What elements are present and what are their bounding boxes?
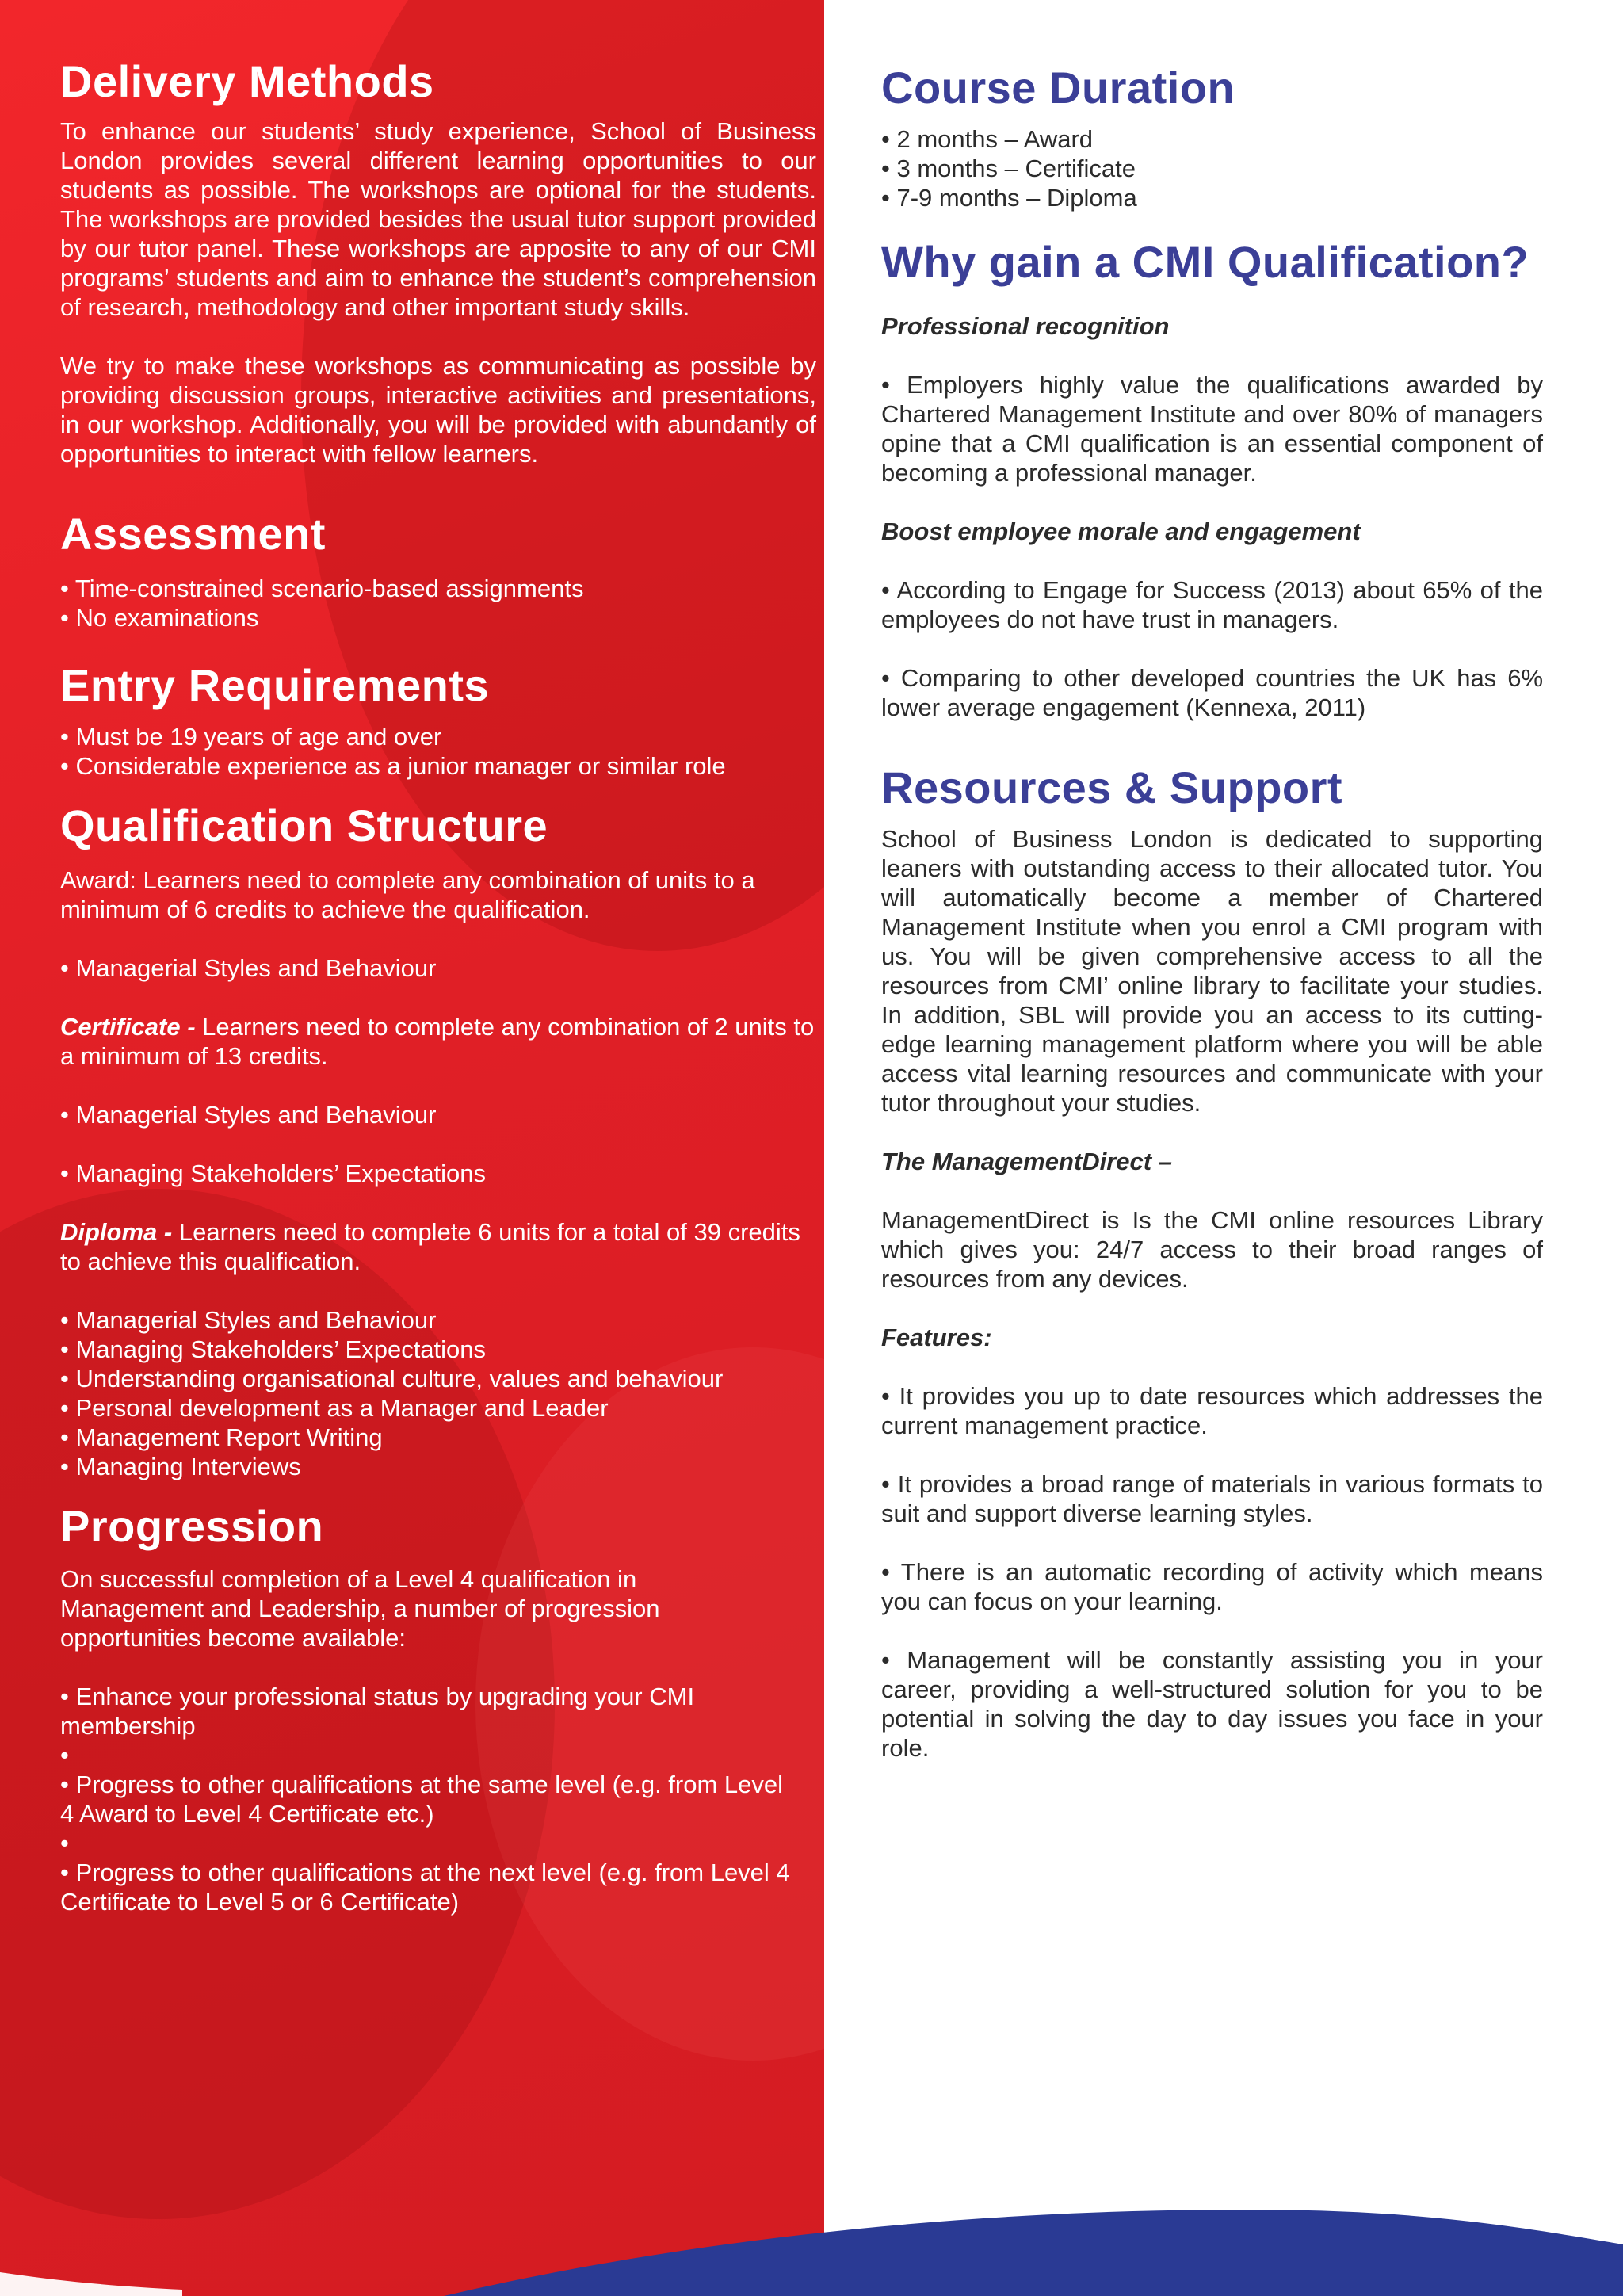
resources-support-heading: Resources & Support <box>881 762 1343 812</box>
certificate-label: Certificate - <box>60 1013 196 1041</box>
feature-bullet-1: • It provides you up to date resources which addresses the current management practice. <box>881 1382 1543 1439</box>
progression-intro: On successful completion of a Level 4 qualification in Management and Leadership, a number of progression opportunities become available: <box>60 1565 660 1652</box>
certificate-units-list-1 <box>60 1100 816 1129</box>
course-duration-list <box>881 124 1543 212</box>
list-item: • Progress to other qualifications at the next level (e.g. from Level 4 Certificate to Level 5 or 6 Certificate) <box>60 1858 797 1916</box>
list-item: • 3 months – Certificate <box>881 154 1543 183</box>
list-item: • Personal development as a Manager and Leader <box>60 1393 816 1423</box>
list-item: • Enhance your professional status by upgrading your CMI membership <box>60 1682 797 1740</box>
list-item: • Managing Stakeholders’ Expectations <box>60 1335 816 1364</box>
certificate-description: Certificate - Learners need to complete any combination of 2 units to a minimum of 13 credits. <box>60 1013 815 1070</box>
why-bullet-3: • Comparing to other developed countries the UK has 6% lower average engagement (Kennexa, 2011) <box>881 664 1544 721</box>
assessment-heading: Assessment <box>60 509 326 559</box>
morale-engagement-subheading: Boost employee morale and engagement <box>881 518 1361 545</box>
features-subheading: Features: <box>881 1324 992 1351</box>
left-column <box>60 55 816 1916</box>
professional-recognition-subheading: Professional recognition <box>881 312 1170 340</box>
list-item: • Managing Interviews <box>60 1452 816 1481</box>
diploma-description: Diploma - Learners need to complete 6 units for a total of 39 credits to achieve this qualification. <box>60 1218 800 1275</box>
delivery-paragraph-2: We try to make these workshops as communicating as possible by providing discussion groups, interactive activities and presentations, in our workshop. Additionally, you will be provided with abundantly of opportunities to interact with fellow learners. <box>60 352 816 468</box>
resources-paragraph: School of Business London is dedicated to supporting leaners with outstanding access to their allocated tutor. You will automatically become a member of Chartered Management Institute when you enrol a CMI program with us. You will be given comprehensive access to all the resources from CMI’ online library to facilitate your studies. In addition, SBL will provide you an access to its cutting-edge learning management platform where you will be able access vital learning resources and communicate with your tutor throughout your studies. <box>881 825 1543 1117</box>
management-direct-subheading: The ManagementDirect – <box>881 1148 1172 1175</box>
list-item: • Must be 19 years of age and over <box>60 722 816 751</box>
delivery-methods-heading: Delivery Methods <box>60 56 434 106</box>
list-item: • Managing Stakeholders’ Expectations <box>60 1159 816 1188</box>
progression-list <box>60 1682 797 1916</box>
diploma-units-list <box>60 1305 816 1481</box>
list-item: • Time-constrained scenario-based assignments <box>60 574 816 603</box>
list-item: • 7-9 months – Diploma <box>881 183 1543 212</box>
course-duration-heading: Course Duration <box>881 63 1235 113</box>
entry-requirements-list <box>60 722 816 781</box>
entry-requirements-heading: Entry Requirements <box>60 660 490 710</box>
list-item: • Considerable experience as a junior manager or similar role <box>60 751 816 781</box>
certificate-units-list-2 <box>60 1159 816 1188</box>
why-cmi-heading: Why gain a CMI Qualification? <box>881 237 1529 287</box>
delivery-paragraph-1: To enhance our students’ study experience, School of Business London provides several different learning opportunities to our students as possible. The workshops are optional for the students. The workshops are provided besides the usual tutor support provided by our tutor panel. These workshops are apposite to any of our CMI programs’ students and aim to enhance the student’s comprehension of research, methodology and other important study skills. <box>60 117 816 321</box>
qualification-structure-heading: Qualification Structure <box>60 800 548 850</box>
list-item: • Managerial Styles and Behaviour <box>60 953 816 983</box>
list-item: • No examinations <box>60 603 816 632</box>
assessment-list <box>60 574 816 632</box>
award-units-list <box>60 953 816 983</box>
feature-bullet-3: • There is an automatic recording of activity which means you can focus on your learning. <box>881 1558 1543 1615</box>
diploma-label: Diploma - <box>60 1218 173 1246</box>
list-item: • 2 months – Award <box>881 124 1543 154</box>
list-item: • Managerial Styles and Behaviour <box>60 1305 816 1335</box>
feature-bullet-4: • Management will be constantly assisting you in your career, providing a well-structured solution for you to be potential in solving the day to day issues you face in your role. <box>881 1646 1543 1762</box>
feature-bullet-2: • It provides a broad range of materials in various formats to suit and support diverse learning styles. <box>881 1470 1544 1527</box>
right-column <box>881 62 1543 1763</box>
list-item: • Progress to other qualifications at the same level (e.g. from Level 4 Award to Level 4 Certificate etc.) <box>60 1770 797 1828</box>
management-direct-paragraph: ManagementDirect is Is the CMI online resources Library which gives you: 24/7 access to their broad ranges of resources from any devices. <box>881 1206 1543 1293</box>
list-item: • Understanding organisational culture, values and behaviour <box>60 1364 816 1393</box>
why-bullet-1: • Employers highly value the qualifications awarded by Chartered Management Institute and over 80% of managers opine that a CMI qualification is an essential component of becoming a professional manager. <box>881 371 1544 487</box>
list-item: • Managerial Styles and Behaviour <box>60 1100 816 1129</box>
list-item: • Management Report Writing <box>60 1423 816 1452</box>
progression-heading: Progression <box>60 1501 324 1551</box>
why-bullet-2: • According to Engage for Success (2013) about 65% of the employees do not have trust in managers. <box>881 576 1543 633</box>
bottom-blue-wave <box>0 2074 1623 2296</box>
award-description: Award: Learners need to complete any combination of units to a minimum of 6 credits to achieve the qualification. <box>60 866 755 923</box>
